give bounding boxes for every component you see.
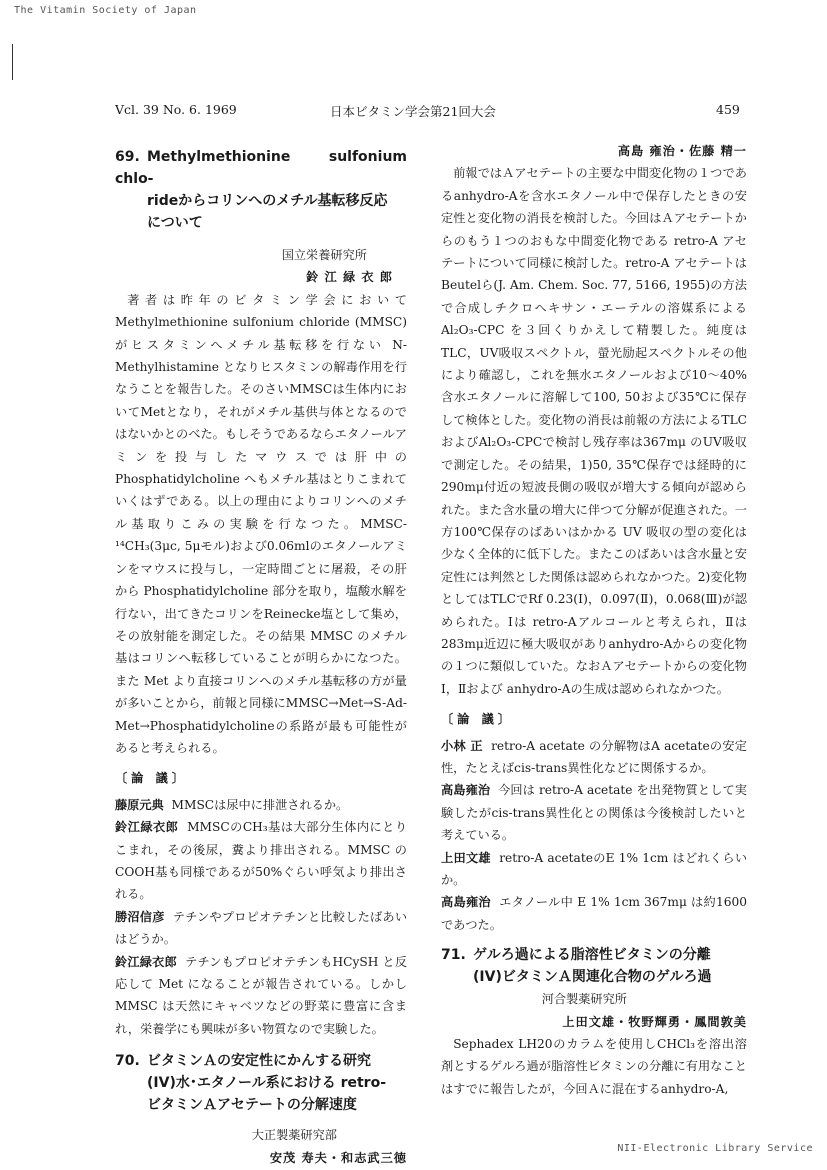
margin-rule-bottom (12, 60, 13, 80)
article-70-title: 70. ビタミンＡの安定性にかんする研究 (IV)水･エタノール系における retro- ビタミンＡアセテートの分解速度 (115, 1050, 407, 1116)
article-71-body: Sephadex LH20のカラムを使用しCHCl₃を溶出溶剤とするゲルろ過が脂溶性ビタミンの分離に有用なことはすでに報告したが，今回Ａに混在するanhydro-A, (441, 1037, 747, 1096)
discussion-entry: 鈴江緑衣郎 テチンもプロピオテチンもHCySH と反応して Met になることが報告されている。しかしMMSC は天然にキャベツなどの野菜に豊富に含まれ，栄養学にも興味が多い物質なので実験した。 (115, 954, 408, 1036)
source-watermark: The Vitamin Society of Japan (14, 5, 197, 16)
right-column (441, 140, 747, 1100)
volume-info: Vcl. 39 No. 6. 1969 (115, 102, 237, 117)
article-70-authors: 安茂 寿夫・和志武三徳 (269, 1150, 407, 1165)
discussion-entry: 上田文雄 retro-A acetateのE 1% 1cm はどれくらいか。 (441, 850, 748, 887)
article-71-affiliation: 河合製薬研究所 (541, 992, 627, 1007)
discussion-heading: 〔論 議〕 (115, 771, 188, 786)
margin-rule-top (12, 44, 13, 60)
discussion-entry: 高島雍治 今回は retro-A acetate を出発物質として実験したがcis-trans異性化との関係は今後検討したいと考えている。 (441, 783, 747, 843)
discussion-entry: 高島雍治 エタノール中 E 1% 1cm 367mμ は約1600であつた。 (441, 895, 747, 932)
discussion-heading: 〔論 議〕 (441, 712, 514, 727)
article-70-affiliation: 大正製薬研究部 (251, 1128, 337, 1143)
article-70-body: 前報ではＡアセテートの主要な中間変化物の１つであるanhydro-Aを含水エタノール中で保存したときの安定性と変化物の消長を検討した。今回はＡアセテートからのもう１つのおもな中間変化物である retro-A アセテートについて同様に検討した。retro-A アセテートはBeutelら(J. Am. Chem. Soc. 77, 5166, 1955)の方法で合成しチクロヘキサン・エーテルの溶媒系による Al₂O₃-CPC を３回くりかえして精製した。純度はTLC，UV吸収スペクトル，螢光励起スペクトルその他により確認し，これを無水エタノールおよび10～40%含水エタノールに溶解して100, 50および35℃に保存して検体とした。変化物の消長は前報の方法によるTLCおよびAl₂O₃-CPCで検討し残存率は367mμ のUV吸収で測定した。その結果，1)50, 35℃保存では経時的に290mμ付近の短波長側の吸収が増大する傾向が認められた。また含水量の増大に伴つて分解が促進された。一方100℃保存のばあいはかかる UV 吸収の型の変化は少なく全体的に低下した。またこのばあいは含水量と安定性には判然とした関係は認められなかつた。2)変化物としてはTLCでRf 0.23(Ⅰ)，0.097(Ⅱ)，0.068(Ⅲ)が認められた。Ⅰは retro-Aアルコールと考えられ，Ⅱは283mμ近辺に極大吸収がありanhydro-Aからの変化物の１つに類似していた。なおＡアセテートからの変化物Ⅰ，Ⅱおよび anhydro-Aの生成は認められなかつた。 (441, 166, 747, 696)
page-number: 459 (716, 102, 740, 117)
discussion-entry: 鈴江緑衣郎 MMSCのCH₃基は大部分生体内にとりこまれ，その後尿，糞より排出される。MMSC のCOOH基も同様であるが50%ぐらい呼気より排出される。 (115, 820, 408, 902)
article-71-authors: 上田文雄・牧野輝勇・鳳間敦美 (562, 1014, 747, 1029)
article-69-body: 著者は昨年のビタミン学会において Methylmethionine sulfonium chloride (MMSC) がヒスタミンへメチル基転移を行ない N-Methylhistamine となりヒスタミンの解毒作用を行なうことを報告した。そのさいMMSCは生体内においてMetとなり，それがメチル基供与体となるのではないかとのべた。もしそうであるならエタノールアミンを投与したマウスでは肝中のPhosphatidylcholine へもメチル基はとりこまれていくはずである。以上の理由によりコリンへのメチル基取りこみの実験を行なつた。MMSC-¹⁴CH₃(3μc, 5μモル)および0.06mlのエタノールアミンをマウスに投与し，一定時間ごとに屠殺，その肝から Phosphatidylcholine 部分を取り，塩酸水解を行ない，出てきたコリンをReinecke塩として集め，その放射能を測定した。その結果 MMSC のメチル基はコリンへ転移していることが明らかになつた。また Met より直接コリンへのメチル基転移の方が量が多いことから，前報と同様にMMSC→Met→S-Ad-Met→Phosphatidylcholineの系路が最も可能性があると考えられる。 (115, 292, 407, 755)
discussion-entry: 藤原元典 MMSCは尿中に排泄されるか。 (115, 797, 349, 812)
left-column (115, 140, 407, 1169)
article-69-affiliation: 国立栄養研究所 (281, 248, 367, 262)
article-number: 69. (115, 149, 140, 165)
discussion-entry: 小林 正 retro-A acetate の分解物はA acetateの安定性，たとえばcis-trans異性化などに関係するか。 (441, 738, 747, 775)
article-70-authors-continued: 高島 雍治・佐藤 精一 (617, 144, 747, 158)
article-69-title: 69. Methylmethionine sulfonium chlo- rideからコリンへのメチル基転移反応 について (115, 146, 407, 234)
article-number: 71. (441, 947, 466, 964)
article-71-title: 71. ゲルろ過による脂溶性ビタミンの分離 (IV)ビタミンＡ関連化合物のゲルろ過 (441, 944, 747, 988)
library-footer: NII-Electronic Library Service (617, 1143, 813, 1154)
article-69-author: 鈴 江 緑 衣 郎 (306, 270, 393, 285)
article-number: 70. (115, 1053, 140, 1070)
meeting-title: 日本ビタミン学会第21回大会 (330, 104, 496, 119)
discussion-entry: 勝沼信彦 テチンやプロピオテチンと比較したばあいはどうか。 (115, 909, 408, 947)
